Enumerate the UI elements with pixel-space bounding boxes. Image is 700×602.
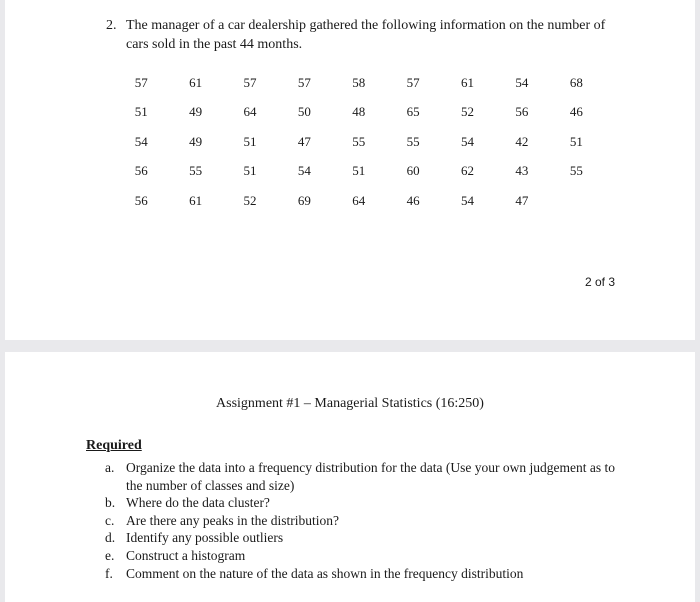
table-cell: 55 [569, 163, 583, 179]
question-text: The manager of a car dealership gathered the following information on the number of cars sold in the past 44 months. [126, 18, 606, 52]
table-cell: 64 [243, 104, 257, 120]
table-cell: 55 [189, 163, 203, 179]
table-cell: 56 [515, 104, 529, 120]
table-cell: 52 [243, 192, 257, 208]
table-cell: 65 [406, 104, 420, 120]
table-cell: 54 [461, 133, 475, 149]
list-item-text: Organize the data into a frequency distribution for the data (Use your own judgement as to the number of classes and size) [126, 460, 615, 493]
table-cell: 68 [569, 74, 583, 90]
table-cell: 54 [134, 133, 148, 149]
list-item [105, 494, 615, 512]
table-cell: 57 [243, 74, 257, 90]
table-cell: 56 [134, 163, 148, 179]
table-cell: 52 [461, 104, 475, 120]
table-row [114, 127, 604, 157]
table-row [114, 186, 604, 216]
list-item-text: Construct a histogram [126, 547, 246, 563]
table-cell: 50 [297, 104, 311, 120]
table-cell: 60 [406, 163, 420, 179]
table-cell: 69 [297, 192, 311, 208]
list-item-letter: f. [105, 565, 113, 581]
table-cell: 57 [134, 74, 148, 90]
table-cell: 46 [406, 192, 420, 208]
list-item-letter: c. [105, 512, 115, 528]
table-row [114, 68, 604, 98]
table-row [114, 98, 604, 128]
document-page-3 [5, 352, 695, 602]
table-cell: 54 [461, 192, 475, 208]
table-cell: 54 [515, 74, 529, 90]
required-list [105, 459, 615, 582]
table-cell: 54 [297, 163, 311, 179]
table-cell: 55 [352, 133, 366, 149]
table-cell: 51 [134, 104, 148, 120]
table-cell: 43 [515, 163, 529, 179]
list-item-letter: b. [105, 495, 116, 511]
list-item [105, 547, 615, 565]
list-item [105, 565, 615, 583]
list-item-text: Are there any peaks in the distribution? [126, 512, 339, 528]
list-item [105, 512, 615, 530]
list-item-letter: d. [105, 530, 116, 546]
table-cell: 48 [352, 104, 366, 120]
document-page-2 [5, 0, 695, 340]
table-cell: 47 [297, 133, 311, 149]
table-cell: 56 [134, 192, 148, 208]
table-cell: 62 [461, 163, 475, 179]
list-item-letter: a. [105, 460, 115, 475]
table-cell: 51 [569, 133, 583, 149]
list-item-text: Where do the data cluster? [126, 495, 270, 511]
cars-sold-data-table [114, 68, 604, 216]
assignment-title: Assignment #1 – Managerial Statistics (16:250) [216, 396, 484, 411]
list-item-text: Comment on the nature of the data as shown in the frequency distribution [126, 565, 524, 581]
table-cell: 47 [515, 192, 529, 208]
list-item-letter: e. [105, 547, 115, 563]
table-cell: 55 [406, 133, 420, 149]
table-cell: 57 [406, 74, 420, 90]
table-cell: 46 [569, 104, 583, 120]
table-cell: 51 [352, 163, 366, 179]
question-2 [106, 16, 626, 54]
list-item [105, 459, 615, 494]
page-number: 2 of 3 [584, 275, 615, 289]
table-row [114, 157, 604, 187]
table-cell: 61 [189, 192, 203, 208]
table-cell: 58 [352, 74, 366, 90]
table-cell: 42 [515, 133, 529, 149]
table-cell: 64 [352, 192, 366, 208]
required-heading: Required [86, 438, 142, 453]
table-cell: 57 [297, 74, 311, 90]
table-cell: 49 [189, 104, 203, 120]
list-item-text: Identify any possible outliers [126, 530, 284, 546]
table-cell: 51 [243, 133, 257, 149]
table-cell: 61 [461, 74, 475, 90]
table-cell: 61 [189, 74, 203, 90]
table-cell: 49 [189, 133, 203, 149]
list-item [105, 529, 615, 547]
question-number: 2. [106, 18, 117, 33]
table-cell: 51 [243, 163, 257, 179]
table-cell [549, 186, 603, 216]
